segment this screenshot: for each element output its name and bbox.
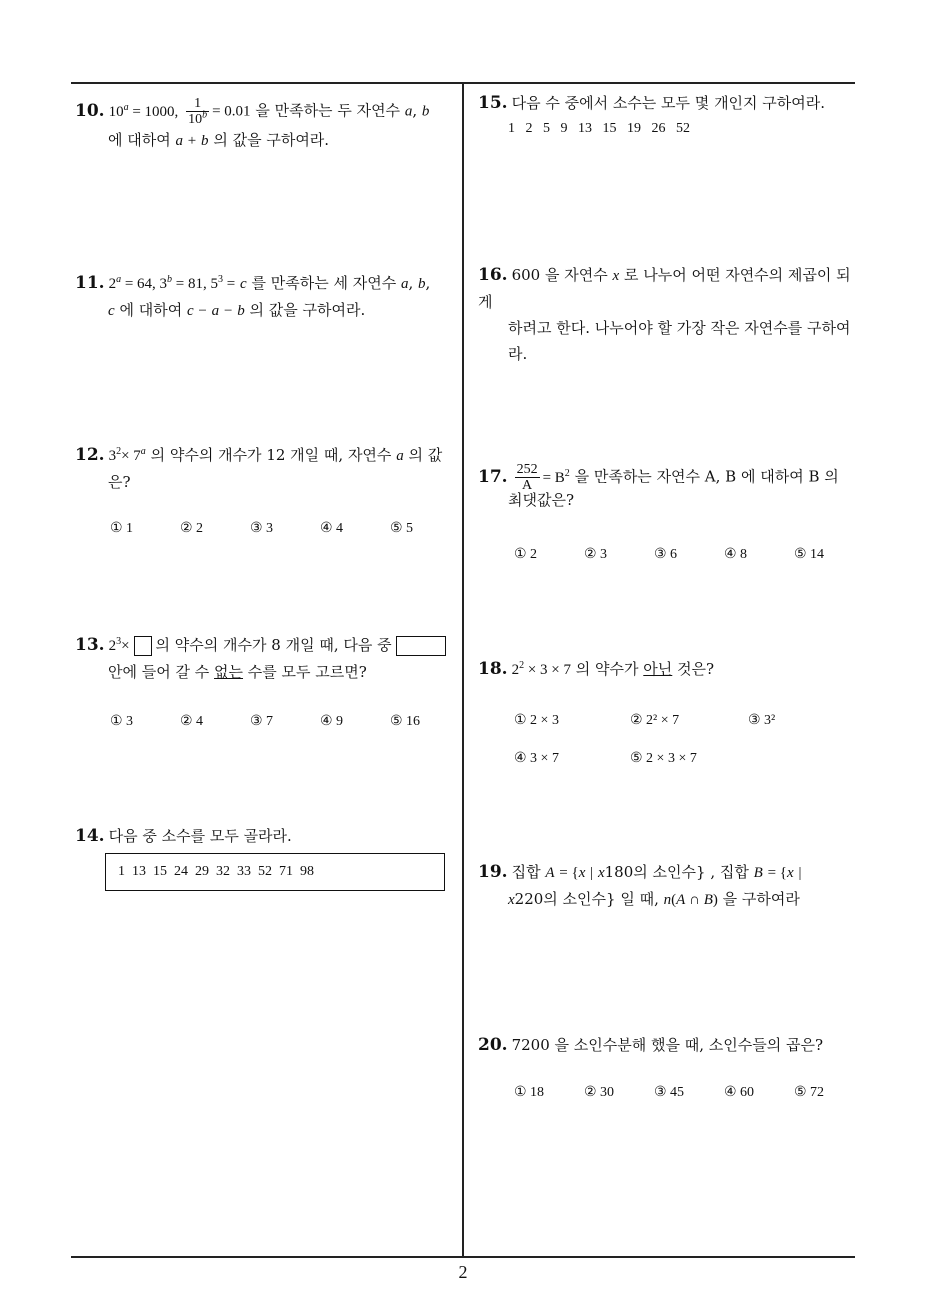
- question-15: 15. 다음 수 중에서 소수는 모두 몇 개인지 구하여라. 1 2 5 9 13 15 19 26 52: [478, 90, 863, 142]
- choice-3[interactable]: ③ 45: [654, 1085, 685, 1100]
- choice-5[interactable]: ⑤ 72: [794, 1085, 825, 1100]
- question-number: 17.: [478, 466, 508, 487]
- choice-1[interactable]: ① 18: [514, 1085, 545, 1100]
- choice-2[interactable]: ② 2² × 7: [630, 713, 680, 728]
- fraction: $\frac{1}{10^b}$: [188, 96, 208, 127]
- choice-4[interactable]: ④ 4: [320, 521, 344, 536]
- question-number: 11.: [75, 273, 105, 293]
- blank-box: [396, 636, 446, 656]
- choice-2[interactable]: ② 2: [180, 521, 204, 536]
- question-19: 19. 집합 A = {x | x180의 소인수} , 집합 B = {x | x220의 소인수} 일 때, n(A ∩ B) 을 구하여라: [478, 862, 802, 908]
- choice-1[interactable]: ① 3: [110, 714, 134, 729]
- question-11: 11. $2^a = 64$, $3^b = 81$, $5^3 = c$ 를 만족하는 세 자연수 a, b, c 에 대하여 c − a − b 의 값을 구하여라.: [75, 273, 431, 319]
- choice-2[interactable]: ② 4: [180, 714, 204, 729]
- question-number: 20.: [478, 1035, 508, 1055]
- question-number: 19.: [478, 862, 508, 882]
- choice-5[interactable]: ⑤ 16: [390, 714, 421, 729]
- choice-4[interactable]: ④ 3 × 7: [514, 751, 559, 766]
- choice-4[interactable]: ④ 9: [320, 714, 344, 729]
- question-16: 16. 600 을 자연수 x 로 나누어 어떤 자연수의 제곱이 되게 하려고 한다. 나누어야 할 가장 작은 자연수를 구하여 라.: [478, 265, 851, 363]
- choice-1[interactable]: ① 2: [514, 547, 538, 562]
- question-10: 10. $10^a = 1000$, $\frac{1}{10^b}$ = 0.01 을 만족하는 두 자연수 a, b 에 대하여 a + b 의 값을 구하여라.: [75, 96, 430, 149]
- choice-3[interactable]: ③ 3: [250, 521, 274, 536]
- number-box: 1 13 15 24 29 32 33 52 71 98: [105, 853, 445, 891]
- question-number: 10.: [75, 100, 105, 121]
- choice-3[interactable]: ③ 6: [654, 547, 678, 562]
- choice-3[interactable]: ③ 7: [250, 714, 274, 729]
- question-number: 16.: [478, 265, 508, 285]
- choice-2[interactable]: ② 3: [584, 547, 608, 562]
- question-number: 13.: [75, 635, 105, 655]
- choice-5[interactable]: ⑤ 2 × 3 × 7: [630, 751, 697, 766]
- question-14: 14. 다음 중 소수를 모두 골라라.: [75, 826, 292, 846]
- question-number: 18.: [478, 659, 508, 679]
- question-number: 15.: [478, 93, 508, 113]
- question-20: 20. 7200 을 소인수분해 했을 때, 소인수들의 곱은?: [478, 1035, 824, 1055]
- question-18: 18. $2^2 \times 3 \times 7$ 의 약수가 아닌 것은?: [478, 659, 715, 679]
- choice-5[interactable]: ⑤ 14: [794, 547, 825, 562]
- choice-4[interactable]: ④ 60: [724, 1085, 755, 1100]
- fraction: $\frac{252}{A}$: [516, 462, 538, 493]
- choice-3[interactable]: ③ 3²: [748, 713, 776, 728]
- blank-box: [134, 636, 152, 656]
- page-number: 2: [458, 1262, 468, 1282]
- bottom-rule: [71, 1256, 855, 1258]
- choice-1[interactable]: ① 1: [110, 521, 134, 536]
- choice-1[interactable]: ① 2 × 3: [514, 713, 559, 728]
- choice-2[interactable]: ② 30: [584, 1085, 615, 1100]
- choice-5[interactable]: ⑤ 5: [390, 521, 414, 536]
- number-list: 1 2 5 9 13 15 19 26 52: [508, 121, 690, 136]
- question-17: 17. $\frac{252}{A}$ = $B^2$ 을 만족하는 자연수 A, B 에 대하여 B 의 최댓값은?: [478, 462, 839, 509]
- choice-4[interactable]: ④ 8: [724, 547, 748, 562]
- question-13: 13. $2^3\times$ 의 약수의 개수가 8 개일 때, 다음 중 안에 들어 갈 수 없는 수를 모두 고르면?: [75, 632, 460, 685]
- question-number: 14.: [75, 826, 105, 846]
- question-number: 12.: [75, 445, 105, 465]
- column-divider: [462, 82, 464, 1257]
- question-12: 12. $3^2\times 7^a$ 의 약수의 개수가 12 개일 때, 자연수 a 의 값 은?: [75, 445, 443, 491]
